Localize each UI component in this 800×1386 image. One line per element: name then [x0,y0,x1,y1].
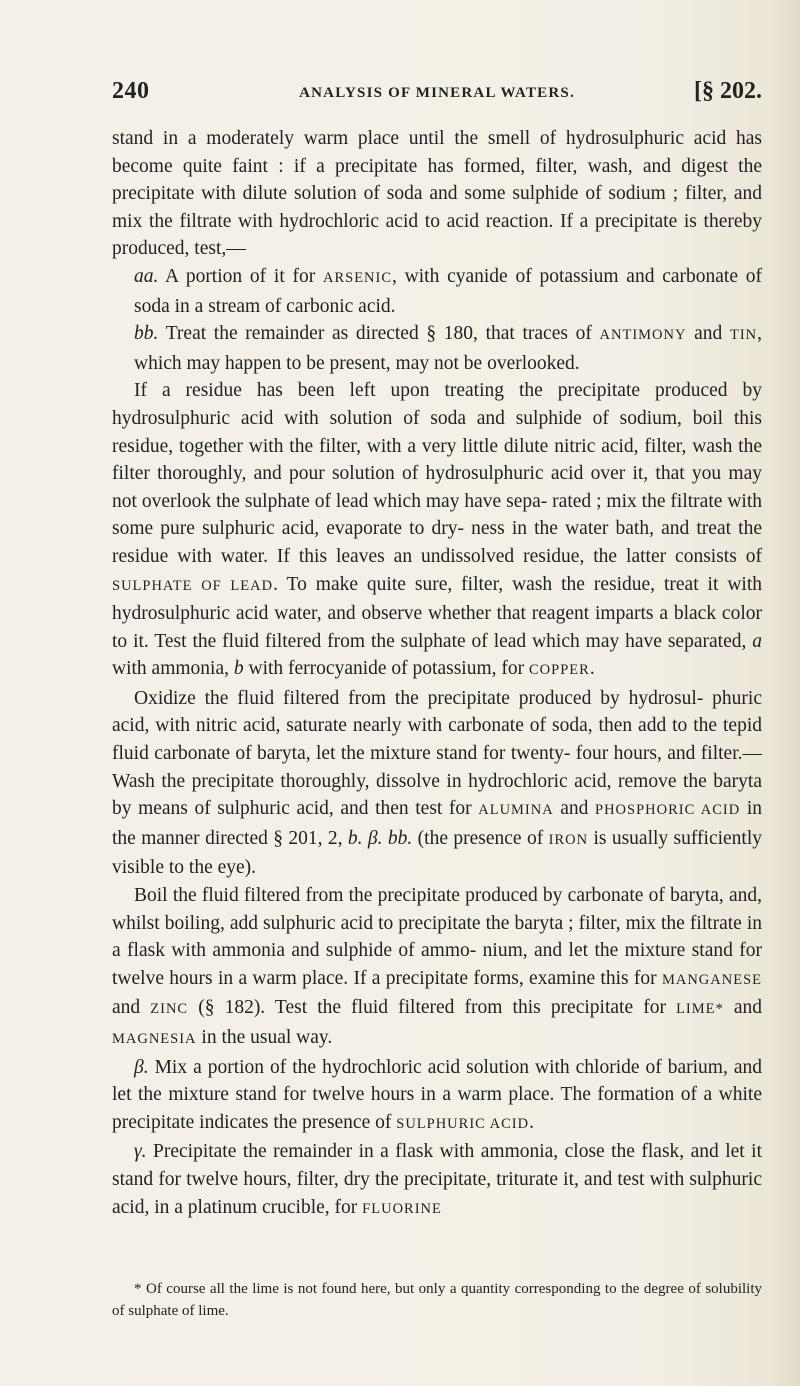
text-run: and [112,997,151,1019]
paragraph [112,1054,762,1139]
text-run: Precipitate the remainder in a flask with ammonia, close the flask, and let it stand for twelve hours, filter, dry the precipitate, triturate it, and test with sulphuric acid, in a platinum crucible, for [112,1141,762,1218]
small-caps-term: ARSENIC [322,269,393,286]
text-run: stand in a moderately warm place until the smell of hydrosulphuric acid has become quite faint : if a precipitate has formed, filter, wash, and digest the precipitate with dilute solution of soda and some sulphide of sodium ; filter, and mix the filtrate with hydrochloric acid to acid reaction. If a precipitate is thereby produced, test,— [112,128,762,260]
text-run: Boil the fluid filtered from the precipitate produced by carbonate of baryta, and, whilst boiling, add sulphuric acid to precipitate the baryta ; filter, mix the filtrate in a flask with ammonia and sulphide of ammo- nium, and let the mixture stand for twelve hours in a warm place. If a precipitate forms, examine this for [112,885,762,989]
text-run: is usually sufficiently visible to the eye). [112,827,763,879]
text-run: (the presence of [412,827,549,849]
italic-label: γ. [134,1141,147,1163]
small-caps-term: ALUMINA [478,802,554,819]
page-number: 240 [112,78,150,104]
text-run: . To make quite sure, filter, wash the residue, treat it with hydrosulphuric acid water, and observe whether that reagent imparts a black color to it. Test the fluid filtered from the sulphate of lead which may have separated, [112,573,762,652]
small-caps-term: IRON [548,831,589,848]
text-run: in the manner directed § 201, 2, [112,798,762,849]
italic-label: β. [134,1056,149,1078]
text-run: and [686,323,730,345]
italic-label: a [752,630,762,652]
text-run: , which may happen to be present, may not be overlooked. [134,323,763,374]
text-run: . [589,658,595,680]
small-caps-term: MANGANESE [661,971,762,988]
paragraph [112,263,762,320]
small-caps-term: LIME* [676,1001,724,1018]
italic-label: aa. [134,265,159,287]
small-caps-term: MAGNESIA [112,1031,197,1047]
italic-label: bb. [134,323,159,345]
running-title: ANALYSIS OF MINERAL WATERS. [299,85,575,101]
paragraph [112,377,762,685]
text-run: with ferrocyanide of potassium, for [243,658,529,680]
paragraph [112,320,762,377]
footnote-text: * Of course all the lime is not found here, but only a quantity corresponding to the degree of solubility of sulphate of lime. [112,1281,762,1319]
small-caps-term: PHOSPHORIC ACID [595,802,741,819]
paragraph [112,882,762,1054]
small-caps-term: SULPHATE OF LEAD [112,577,274,594]
text-run: , with cyanide of potassium and carbonate of soda in a stream of carbonic acid. [134,265,762,317]
paragraph [112,125,762,263]
small-caps-term: SULPHURIC ACID [396,1115,530,1132]
body-text [112,125,762,1223]
paragraph [112,1138,762,1223]
text-run: Treat the remainder as directed § 180, that traces of [158,323,600,345]
text-run: and [723,997,763,1019]
small-caps-term: COPPER [529,662,590,679]
text-run: (§ 182). Test the fluid filtered from this precipitate for [188,997,677,1019]
footnote [112,1278,762,1322]
small-caps-term: FLUORINE [362,1200,442,1217]
text-run: If a residue has been left upon treating the precipitate produced by hydrosulphuric acid with solution of soda and sulphide of sodium, boil this residue, together with the filter, with a very little dilute nitric acid, filter, wash the filter thoroughly, and pour solution of hydrosulphuric acid over it, that you may not overlook the sulphate of lead which may have sepa- rated ; mix the filtrate with some pure sulphuric acid, evaporate to dry- ness in the water bath, and treat the residue with water. If this leaves an undissolved residue, the latter consists of [112,380,762,567]
page-header [112,78,762,114]
text-run: and [553,798,596,820]
text-run: Oxidize the fluid filtered from the precipitate produced by hydrosul- phuric acid, with nitric acid, saturate nearly with carbonate of soda, then add to the tepid fluid carbonate of baryta, let the mixture stand for twenty- four hours, and filter.—Wash the precipitate thoroughly, dissolve in hydrochloric acid, remove the baryta by means of sulphuric acid, and then test for [112,687,762,820]
text-run: . [529,1111,534,1133]
text-run: in the usual way. [196,1027,333,1048]
small-caps-term: ANTIMONY [599,327,687,344]
text-run: Mix a portion of the hydrochloric acid solution with chloride of barium, and let the mixture stand for twelve hours in a warm place. The formation of a white precipitate indicates the presence of [112,1056,762,1133]
small-caps-term: TIN [729,327,758,344]
small-caps-term: ZINC [150,1001,189,1018]
italic-label: b [233,658,244,680]
text-run: A portion of it for [158,265,323,287]
italic-label: b. β. bb. [347,827,413,849]
paragraph [112,685,762,882]
text-run: with ammonia, [112,658,234,680]
section-reference: [§ 202. [694,78,762,104]
